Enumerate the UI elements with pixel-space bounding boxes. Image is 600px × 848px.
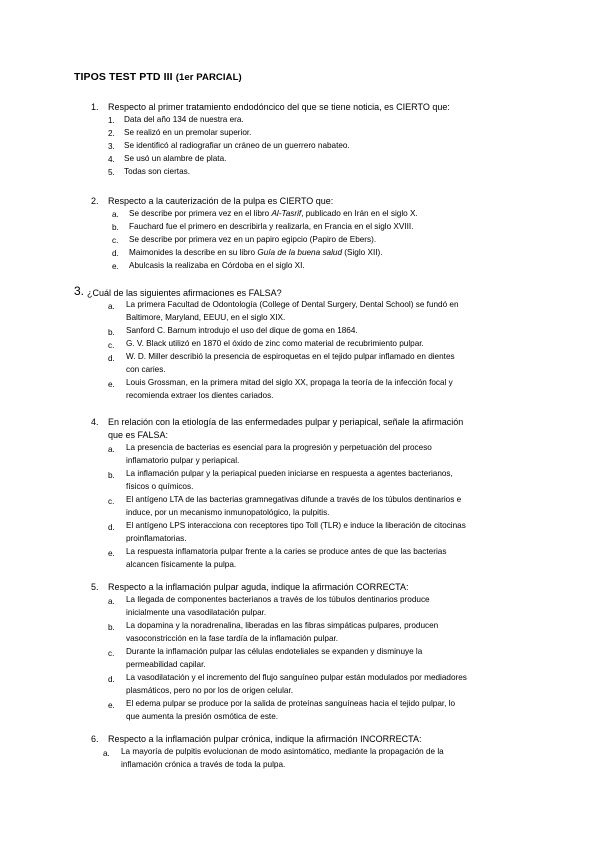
question-text: Respecto al primer tratamiento endodóncico del que se tiene noticia, es CIERTO que: bbox=[108, 102, 450, 112]
question-text: Respecto a la cauterización de la pulpa es CIERTO que: bbox=[108, 196, 334, 206]
option-label: c. bbox=[108, 497, 115, 506]
option-label: d. bbox=[108, 675, 115, 684]
option-text: permeabilidad capilar. bbox=[126, 660, 206, 669]
question-number: 4. bbox=[91, 417, 99, 427]
option-text: Todas son ciertas. bbox=[124, 167, 190, 176]
question-text: que es FALSA: bbox=[108, 430, 169, 440]
option-text: recomienda extraer los dientes cariados. bbox=[126, 391, 274, 400]
option-label: d. bbox=[108, 354, 115, 363]
option-label: a. bbox=[108, 302, 115, 311]
option-text: Durante la inflamación pulpar las células endoteliales se expanden y disminuye la bbox=[126, 647, 423, 656]
option-text: Data del año 134 de nuestra era. bbox=[124, 115, 244, 124]
question-text: En relación con la etiología de las enfermedades pulpar y periapical, señale la afirmación bbox=[108, 417, 464, 427]
option-label: b. bbox=[108, 623, 115, 632]
option-label: a. bbox=[112, 210, 119, 219]
option-text: La llegada de componentes bacterianos a través de los túbulos dentinarios produce bbox=[126, 595, 430, 604]
option-label: c. bbox=[108, 341, 115, 350]
option-label: 2. bbox=[108, 129, 115, 138]
option-text: La respuesta inflamatoria pulpar frente a la caries se produce antes de que las bacterias bbox=[126, 547, 447, 556]
option-text: La presencia de bacterias es esencial para la progresión y perpetuación del proceso bbox=[126, 443, 432, 452]
option-text: Se identificó al radiografiar un cráneo de un guerrero nabateo. bbox=[124, 141, 350, 150]
option-text: La vasodilatación y el incremento del flujo sanguíneo pulpar están modulados por mediadores bbox=[126, 673, 467, 682]
option-label: e. bbox=[112, 262, 119, 271]
option-text: El antígeno LPS interacciona con receptores tipo Toll (TLR) e induce la liberación de citocinas bbox=[126, 521, 466, 530]
option-text: G. V. Black utilizó en 1870 el óxido de zinc como material de recubrimiento pulpar. bbox=[126, 339, 424, 348]
option-label: 1. bbox=[108, 116, 115, 125]
option-text: induce, por un mecanismo inmunopatológico, la pulpitis. bbox=[126, 508, 330, 517]
option-text: alcancen físicamente la pulpa. bbox=[126, 560, 237, 569]
option-text: Fauchard fue el primero en describirla y realizarla, en Francia en el siglo XVIII. bbox=[129, 222, 414, 231]
option-text: El antígeno LTA de las bacterias gramnegativas difunde a través de los túbulos dentinarios e bbox=[126, 495, 462, 504]
title-sub: (1er PARCIAL) bbox=[175, 72, 242, 83]
option-label: a. bbox=[103, 749, 110, 758]
option-text: proinflamatorias. bbox=[126, 534, 187, 543]
option-text: Se describe por primera vez en un papiro egipcio (Papiro de Ebers). bbox=[129, 235, 377, 244]
option-text: La mayoría de pulpitis evolucionan de modo asintomático, mediante la propagación de la bbox=[121, 747, 444, 756]
option-text: físicos o químicos. bbox=[126, 482, 194, 491]
option-label: d. bbox=[108, 523, 115, 532]
title-main: TIPOS TEST PTD III bbox=[74, 71, 173, 83]
option-text: Se describe por primera vez en el libro Al-Tasrif, publicado en Irán en el siglo X. bbox=[129, 209, 418, 218]
option-text: La primera Facultad de Odontología (College of Dental Surgery, Dental School) se fundó en bbox=[126, 300, 459, 309]
option-text: inflamatorio pulpar y periapical. bbox=[126, 456, 240, 465]
question-text: ¿Cuál de las siguientes afirmaciones es FALSA? bbox=[87, 288, 282, 298]
option-label: 5. bbox=[108, 168, 115, 177]
question-text: Respecto a la inflamación pulpar crónica, indique la afirmación INCORRECTA: bbox=[108, 734, 422, 744]
option-label: e. bbox=[108, 701, 115, 710]
option-label: c. bbox=[108, 649, 115, 658]
question-number: 5. bbox=[91, 582, 99, 592]
question-number: 6. bbox=[91, 734, 99, 744]
option-label: b. bbox=[108, 328, 115, 337]
option-text: Sanford C. Barnum introdujo el uso del dique de goma en 1864. bbox=[126, 326, 358, 335]
option-label: c. bbox=[112, 236, 119, 245]
option-text: vasoconstricción en la fase tardía de la inflamación pulpar. bbox=[126, 634, 339, 643]
option-text: Louis Grossman, en la primera mitad del siglo XX, propaga la teoría de la infección focal y bbox=[126, 378, 453, 387]
option-text: inicialmente una vasodilatación pulpar. bbox=[126, 608, 267, 617]
option-text: Se usó un alambre de plata. bbox=[124, 154, 227, 163]
document-title bbox=[74, 71, 242, 83]
question-number: 3. bbox=[74, 284, 85, 298]
option-text: W. D. Miller describió la presencia de espiroquetas en el tejido pulpar inflamado en dientes bbox=[126, 352, 455, 361]
option-label: b. bbox=[112, 223, 119, 232]
option-text: con caries. bbox=[126, 365, 166, 374]
option-label: 3. bbox=[108, 142, 115, 151]
option-label: e. bbox=[108, 549, 115, 558]
question-text: Respecto a la inflamación pulpar aguda, indique la afirmación CORRECTA: bbox=[108, 582, 409, 592]
option-label: a. bbox=[108, 445, 115, 454]
option-text: Abulcasis la realizaba en Córdoba en el siglo XI. bbox=[129, 261, 305, 270]
option-label: 4. bbox=[108, 155, 115, 164]
option-text: que aumenta la presión osmótica de este. bbox=[126, 712, 279, 721]
option-label: a. bbox=[108, 597, 115, 606]
option-text: Maimonides la describe en su libro Guía de la buena salud (Siglo XII). bbox=[129, 248, 383, 257]
option-text: La inflamación pulpar y la periapical pueden iniciarse en respuesta a agentes bacterianos, bbox=[126, 469, 453, 478]
option-label: b. bbox=[108, 471, 115, 480]
question-number: 1. bbox=[91, 102, 99, 112]
option-text: inflamación crónica a través de toda la pulpa. bbox=[121, 760, 286, 769]
option-text: plasmáticos, pero no por los de origen celular. bbox=[126, 686, 294, 695]
option-text: Baltimore, Maryland, EEUU, en el siglo XIX. bbox=[126, 313, 286, 322]
option-label: e. bbox=[108, 380, 115, 389]
option-text: Se realizó en un premolar superior. bbox=[124, 128, 252, 137]
option-text: El edema pulpar se produce por la salida de proteínas sanguíneas hacia el tejido pulpar, lo bbox=[126, 699, 456, 708]
option-label: d. bbox=[112, 249, 119, 258]
option-text: La dopamina y la noradrenalina, liberadas en las fibras simpáticas pulpares, producen bbox=[126, 621, 439, 630]
question-number: 2. bbox=[91, 196, 99, 206]
